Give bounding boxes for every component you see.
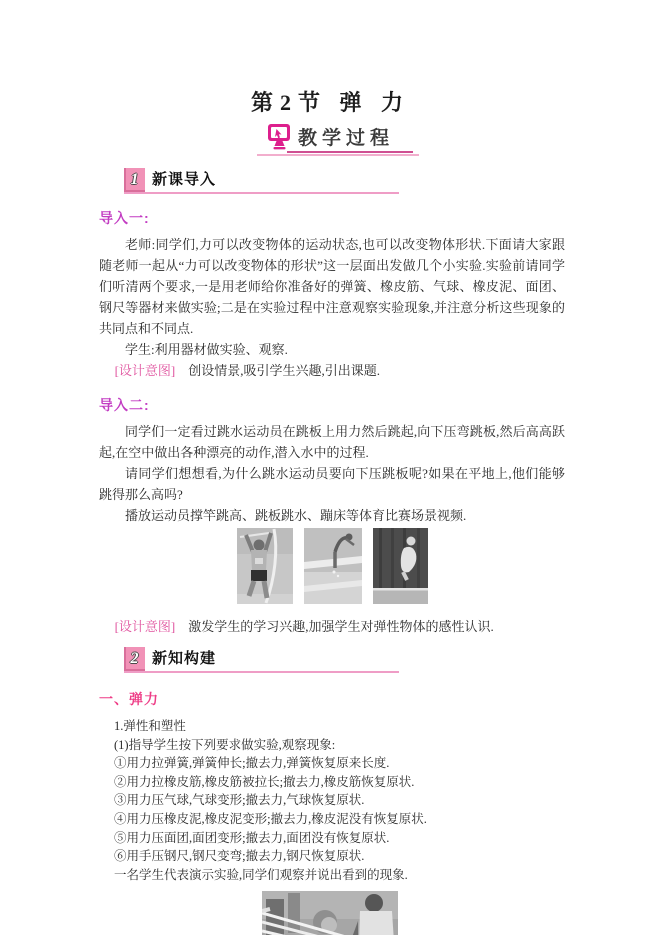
intro2-paragraph-2: 请同学们想想看,为什么跳水运动员要向下压跳板呢?如果在平地上,他们能够跳得那么高吗? [99,466,565,502]
banner-underline-dark [287,151,413,153]
section-header-2 [124,647,399,673]
process-banner [0,122,661,158]
design-intent-line-2 [99,616,565,637]
banner-underline-light [257,154,419,156]
chest-expander-photo [262,891,398,935]
subheading-elasticity-plasticity: 1.弹性和塑性 [114,719,186,733]
experiment-item-4: ④用力压橡皮泥,橡皮泥变形;撤去力,橡皮泥没有恢复原状. [114,811,427,826]
intro2-paragraph-3: 播放运动员撑竿跳高、跳板跳水、蹦床等体育比赛场景视频. [125,508,467,523]
section-number-badge-2 [124,647,145,671]
page-title: 第2节 弹 力 [250,90,410,115]
intro1-paragraph-student: 学生:利用器材做实验、观察. [125,342,288,357]
content-area [0,208,661,637]
design-intent-text-1: 创设情景,吸引学生兴趣,引出课题. [188,363,381,378]
process-banner-inner [0,122,661,150]
content-area-2 [0,689,661,935]
experiment-item-3: ③用力压气球,气球变形;撤去力,气球恢复原状. [114,793,365,808]
experiment-item-2: ②用力拉橡皮筋,橡皮筋被拉长;撤去力,橡皮筋恢复原状. [114,774,415,789]
section-number-1: 1 [130,171,139,188]
topic-heading-elastic-force: 一、弹力 [99,691,159,707]
experiment-item-5: ⑤用力压面团,面团变形;撤去力,面团没有恢复原状. [114,830,390,845]
monitor-icon [267,123,292,150]
section-header-1 [124,168,399,194]
intro1-label: 导入一: [99,210,150,226]
intro2-paragraph-1: 同学们一定看过跳水运动员在跳板上用力然后跳起,向下压弯跳板,然后高高跃起,在空中做出各种漂亮的动作,潜入水中的过程. [99,424,565,460]
intro1-paragraph-teacher: 老师:同学们,力可以改变物体的运动状态,也可以改变物体形状.下面请大家跟随老师一起从“力可以改变物体的形状”这一层面出发做几个小实验.实验前请同学们听清两个要求,一是用老师给你准备好的弹簧、橡皮筋、气球、橡皮泥、面团、钢尺等器材来做实验;二是在实验过程中注意观察实验现象,并注意分析这些现象的共同点和不同点. [99,237,565,336]
banner-label: 教学过程 [297,127,394,149]
section-number-badge-1 [124,168,145,192]
pole-vault-photo [237,528,293,604]
springboard-diving-photo [304,528,362,604]
sports-photo-row [99,528,565,604]
experiment-demo-note: 一名学生代表演示实验,同学们观察并说出看到的现象. [114,867,408,882]
section-title-1: 新课导入 [152,171,217,188]
section-number-2: 2 [130,650,139,667]
design-intent-tag-1: [设计意图] [114,363,176,378]
design-intent-line-1 [99,360,565,381]
experiment-item-6: ⑥用手压钢尺,钢尺变弯;撤去力,钢尺恢复原状. [114,849,365,864]
trampoline-photo [373,528,428,604]
experiment-instruction: (1)指导学生按下列要求做实验,观察现象: [114,737,336,752]
design-intent-text-2: 激发学生的学习兴趣,加强学生对弹性物体的感性认识. [188,619,494,634]
section-title-2: 新知构建 [152,650,217,667]
experiment-item-1: ①用力拉弹簧,弹簧伸长;撤去力,弹簧恢复原来长度. [114,756,390,771]
experiment-list [114,717,565,884]
intro2-label: 导入二: [99,397,150,413]
design-intent-tag-2: [设计意图] [114,619,176,634]
